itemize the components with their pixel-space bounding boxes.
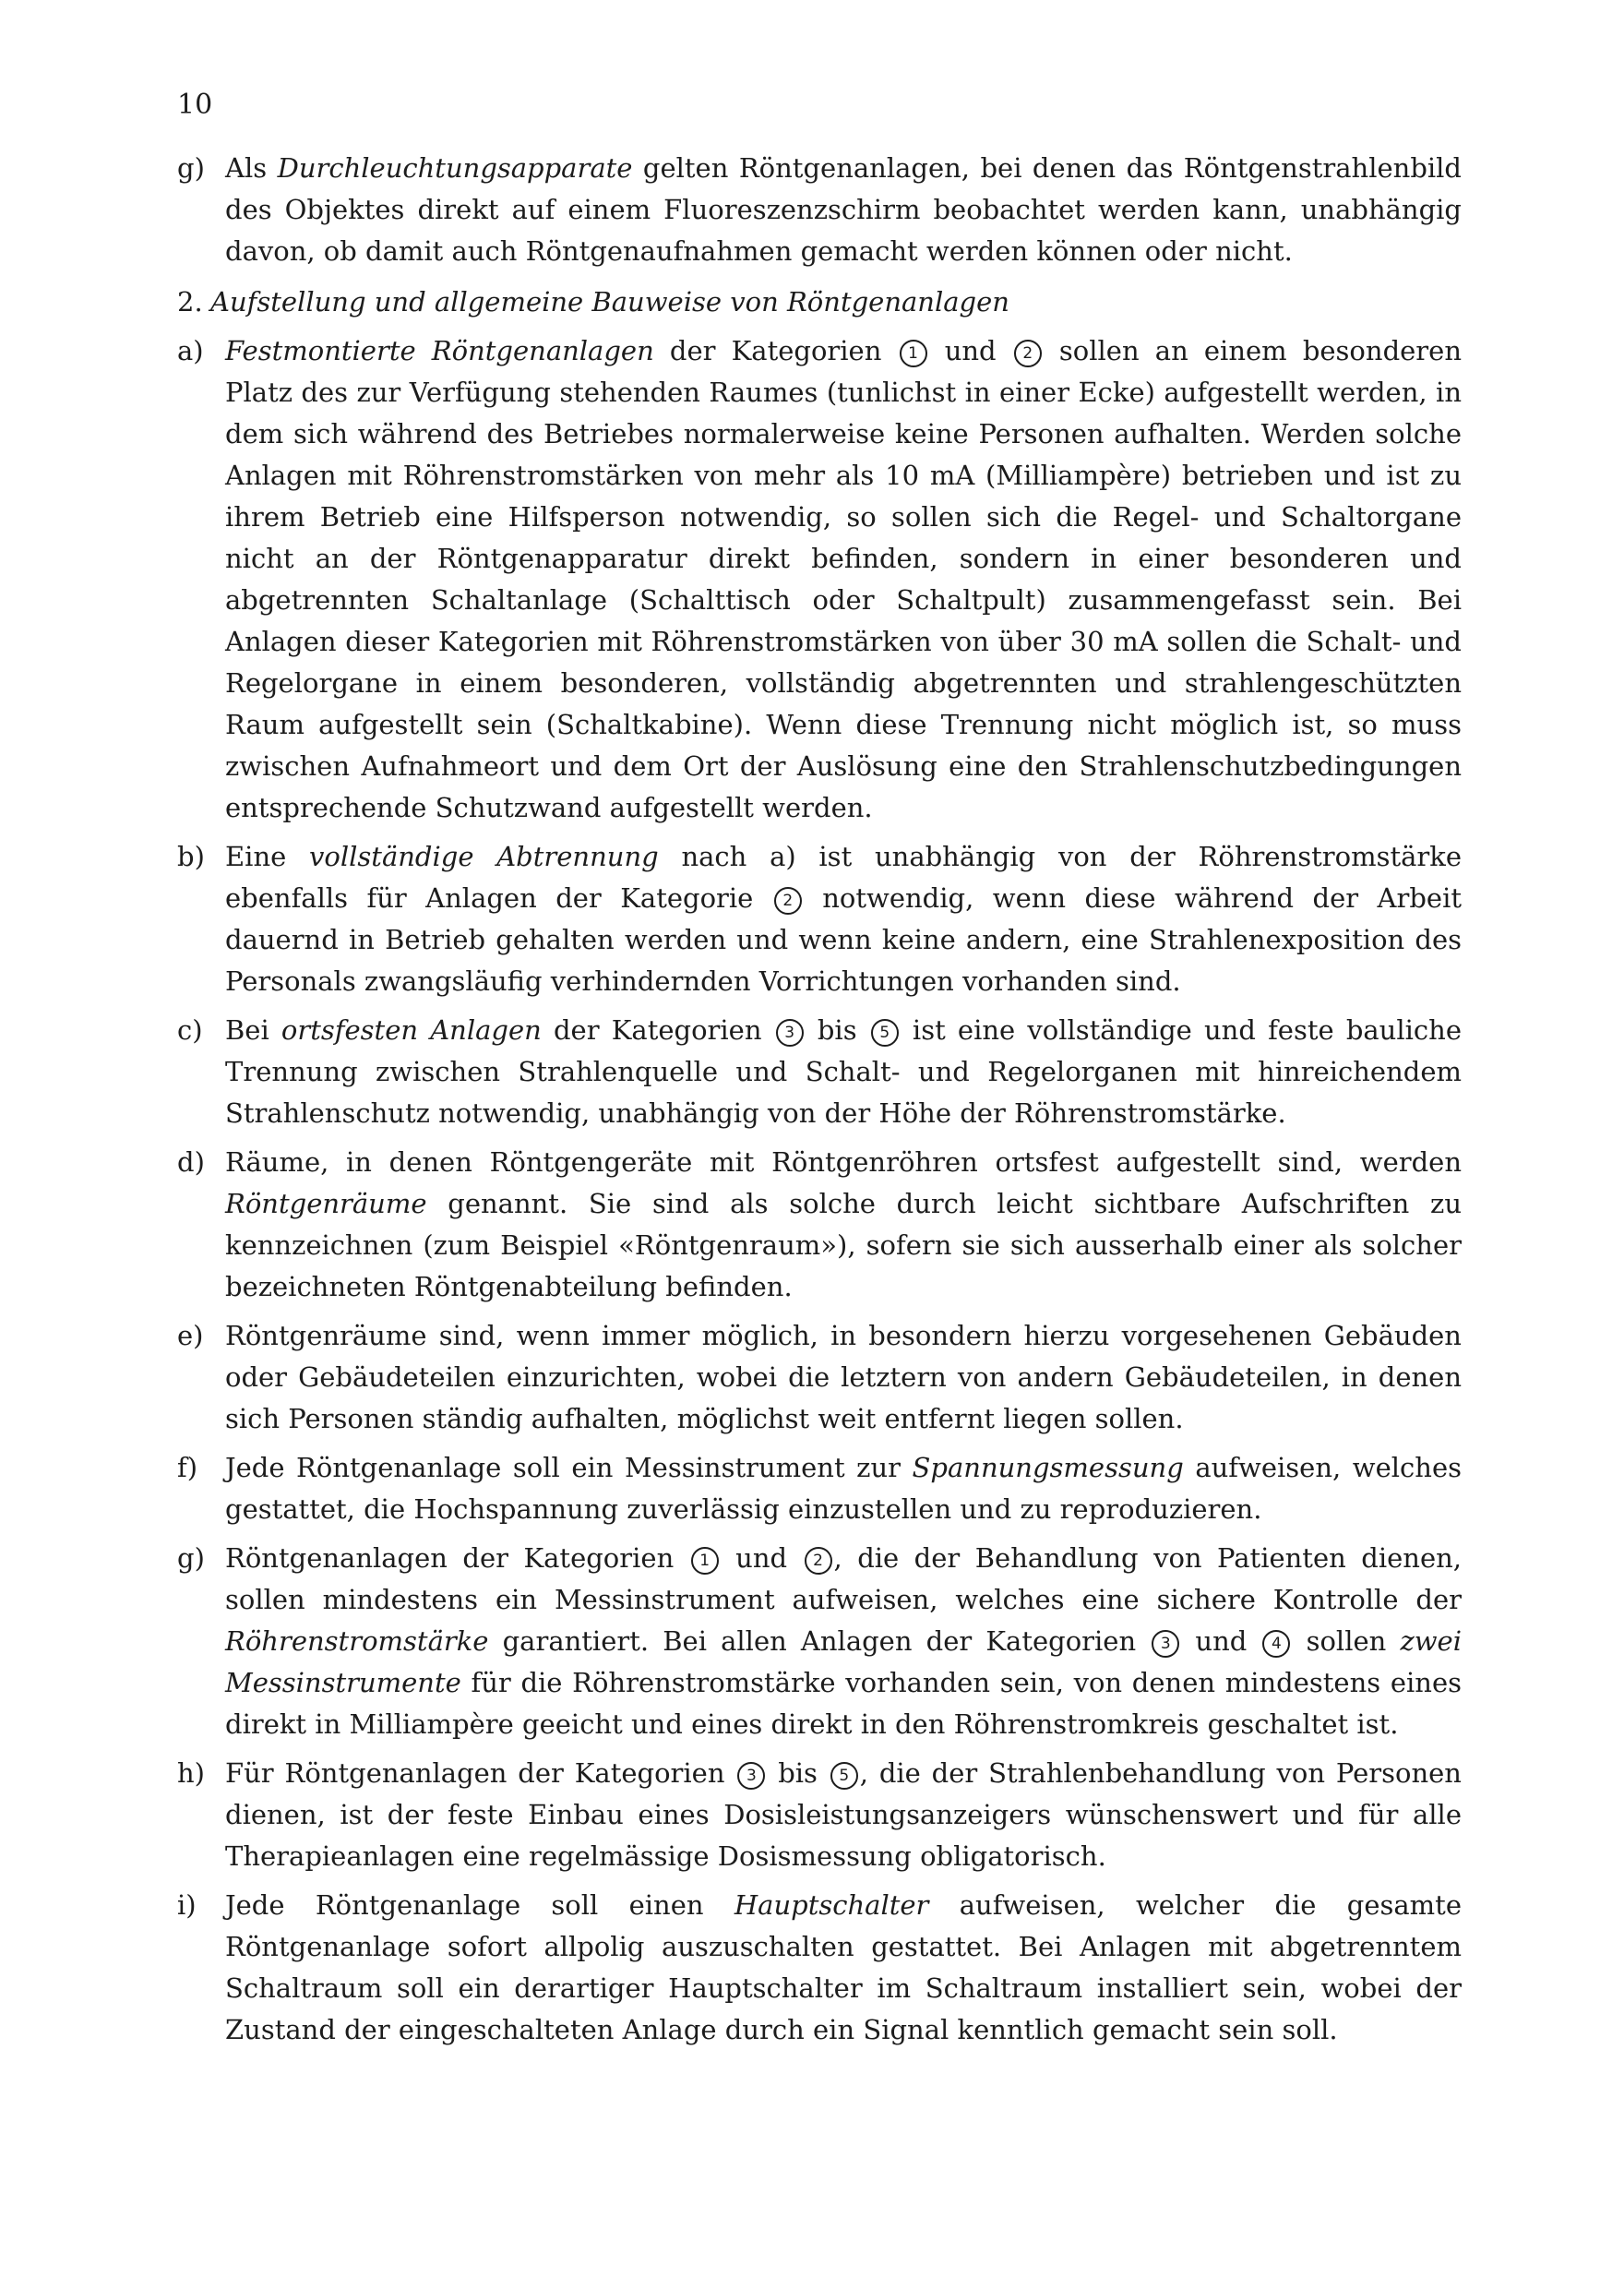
paragraph-h <box>177 1753 1462 1877</box>
text-run: sollen an einem besonderen Platz des zur Verfügung stehenden Raumes (tunlichst in einer Ecke) aufgestellt werden, in dem sich während des Betriebes normalerweise keine Personen aufhalten. Werden solche Anlagen mit Röhrenstromstärken von mehr als 10 mA (Milliampère) betrieben und ist zu ihrem Betrieb eine Hilfsperson notwendig, so sollen sich die Regel- und Schaltorgane nicht an der Röntgenapparatur direkt befinden, sondern in einer besonderen und abgetrennten Schaltanlage (Schalttisch oder Schaltpult) zusammengefasst sein. Bei Anlagen dieser Kategorien mit Röhrenstromstärken von über 30 mA sollen die Schalt- und Regelorgane in einem besonderen, vollständig abgetrennten und strahlengeschützten Raum aufgestellt sein (Schaltkabine). Wenn diese Trennung nicht möglich ist, so muss zwischen Aufnahmeort und dem Ort der Auslösung eine den Strahlenschutzbedingungen entsprechende Schutzwand aufgestellt werden. <box>225 335 1462 823</box>
item-text <box>225 1753 1462 1877</box>
emphasis: Spannungsmessung <box>912 1452 1184 1483</box>
item-text <box>225 1538 1462 1745</box>
text-run: Als <box>225 152 278 184</box>
paragraph-c <box>177 1010 1462 1134</box>
item-label: c) <box>177 1014 203 1046</box>
emphasis: Hauptschalter <box>734 1889 929 1921</box>
text-run: der Kategorien <box>653 335 898 366</box>
text-run: , die der Behandlung von Patienten dienen, sollen mindestens ein Messinstrument aufweisen, welches eine sichere Kontrolle der <box>225 1542 1462 1615</box>
category-badge: 3 <box>776 1019 804 1047</box>
item-text <box>225 1010 1462 1134</box>
category-badge: 2 <box>805 1547 832 1575</box>
text-run: , die der Strahlenbehandlung von Personen dienen, ist der feste Einbau eines Dosisleistungsanzeigers wünschenswert und für alle Therapieanlagen eine regelmässige Dosismessung obligatorisch. <box>225 1757 1462 1872</box>
text-run: sollen <box>1292 1625 1401 1657</box>
item-label: h) <box>177 1757 205 1789</box>
text-run: bis <box>767 1757 829 1789</box>
page-number: 10 <box>177 89 213 121</box>
item-label: i) <box>177 1889 197 1921</box>
category-badge: 5 <box>871 1019 899 1047</box>
text-run: Jede Röntgenanlage soll ein Messinstrument zur <box>225 1452 913 1483</box>
emphasis: Röhrenstromstärke <box>225 1625 489 1657</box>
text-run: ist eine vollständige und feste bauliche Trennung zwischen Strahlenquelle und Schalt- und Regelorganen mit hinreichendem Strahlenschutz notwendig, unabhängig von der Höhe der Röhrenstromstärke. <box>225 1014 1462 1129</box>
item-text <box>225 1447 1462 1530</box>
item-text <box>225 836 1462 1002</box>
emphasis: Festmontierte Röntgenanlagen <box>225 335 654 366</box>
category-badge: 3 <box>737 1762 765 1790</box>
paragraph-i <box>177 1885 1462 2051</box>
emphasis: ortsfesten Anlagen <box>281 1014 542 1046</box>
item-label: g) <box>177 1542 205 1574</box>
section-number: 2. <box>177 286 203 318</box>
section-title: Aufstellung und allgemeine Bauweise von Röntgenanlagen <box>210 286 1009 318</box>
emphasis: vollständige Abtrennung <box>309 841 659 872</box>
item-text <box>225 1142 1462 1308</box>
item-text <box>225 330 1462 829</box>
item-text <box>225 1315 1462 1440</box>
category-badge: 2 <box>1014 340 1042 367</box>
item-label: b) <box>177 841 205 872</box>
text-run: bis <box>805 1014 869 1046</box>
text-run: Röntgenräume sind, wenn immer möglich, in besondern hierzu vorgesehenen Gebäuden oder Gebäudeteilen einzurichten, wobei die letztern von andern Gebäudeteilen, in denen sich Personen ständig aufhalten, möglichst weit entfernt liegen sollen. <box>225 1320 1462 1434</box>
item-label: d) <box>177 1146 205 1178</box>
text-run: und <box>720 1542 803 1574</box>
category-badge: 1 <box>900 340 927 367</box>
text-run: Eine <box>225 841 310 872</box>
category-badge: 1 <box>691 1547 719 1575</box>
paragraph-a <box>177 330 1462 829</box>
text-run: nach a) ist unabhängig von der Röhrenstromstärke ebenfalls für Anlagen der Kategorie <box>225 841 1462 914</box>
document-body <box>177 148 1462 2058</box>
text-run: Bei <box>225 1014 281 1046</box>
text-run: und <box>1181 1625 1261 1657</box>
paragraph-g <box>177 1538 1462 1745</box>
paragraph-b <box>177 836 1462 1002</box>
category-badge: 2 <box>774 887 802 915</box>
text-run: Jede Röntgenanlage soll einen <box>225 1889 734 1921</box>
emphasis: Röntgenräume <box>225 1188 427 1219</box>
item-label: f) <box>177 1452 198 1483</box>
item-text <box>225 1885 1462 2051</box>
text-run: aufweisen, welches gestattet, die Hochspannung zuverlässig einzustellen und zu reproduzieren. <box>225 1452 1462 1525</box>
paragraph-g-intro <box>177 148 1462 272</box>
item-text <box>225 148 1462 272</box>
paragraph-d <box>177 1142 1462 1308</box>
text-run: aufweisen, welcher die gesamte Röntgenanlage sofort allpolig auszuschalten gestattet. Bei Anlagen mit abgetrenntem Schaltraum soll ein derartiger Hauptschalter im Schaltraum installiert sein, wobei der Zustand der eingeschalteten Anlage durch ein Signal kenntlich gemacht sein soll. <box>225 1889 1462 2045</box>
text-run: gelten Röntgenanlagen, bei denen das Röntgenstrahlenbild des Objektes direkt auf einem Fluoreszenzschirm beobachtet werden kann, unabhängig davon, ob damit auch Röntgenaufnahmen gemacht werden können oder nicht. <box>225 152 1462 267</box>
text-run: Für Röntgenanlagen der Kategorien <box>225 1757 736 1789</box>
text-run: der Kategorien <box>541 1014 774 1046</box>
text-run: genannt. Sie sind als solche durch leicht sichtbare Aufschriften zu kennzeichnen (zum Beispiel «Röntgenraum»), sofern sie sich ausserhalb einer als solcher bezeichneten Röntgenabteilung befinden. <box>225 1188 1462 1302</box>
paragraph-f <box>177 1447 1462 1530</box>
category-badge: 3 <box>1152 1630 1179 1658</box>
text-run: Röntgenanlagen der Kategorien <box>225 1542 689 1574</box>
text-run: Räume, in denen Röntgengeräte mit Röntgenröhren ortsfest aufgestellt sind, werden <box>225 1146 1462 1178</box>
emphasis: zwei Messinstrumente <box>225 1625 1462 1698</box>
text-run: garantiert. Bei allen Anlagen der Kategorien <box>488 1625 1151 1657</box>
text-run: für die Röhrenstromstärke vorhanden sein, von denen mindestens eines direkt in Milliampère geeicht und eines direkt in den Röhrenstromkreis geschaltet ist. <box>225 1667 1462 1740</box>
category-badge: 5 <box>830 1762 858 1790</box>
text-run: und <box>928 335 1012 366</box>
category-badge: 4 <box>1262 1630 1290 1658</box>
item-label: e) <box>177 1320 204 1351</box>
emphasis: Durchleuchtungsapparate <box>277 152 633 184</box>
text-run: notwendig, wenn diese während der Arbeit dauernd in Betrieb gehalten werden und wenn keine andern, eine Strahlenexposition des Personals zwangsläufig verhindernden Vorrichtungen vorhanden sind. <box>225 882 1463 997</box>
paragraph-e <box>177 1315 1462 1440</box>
item-label: a) <box>177 335 204 366</box>
item-label: g) <box>177 152 205 184</box>
section-heading <box>177 282 1462 323</box>
